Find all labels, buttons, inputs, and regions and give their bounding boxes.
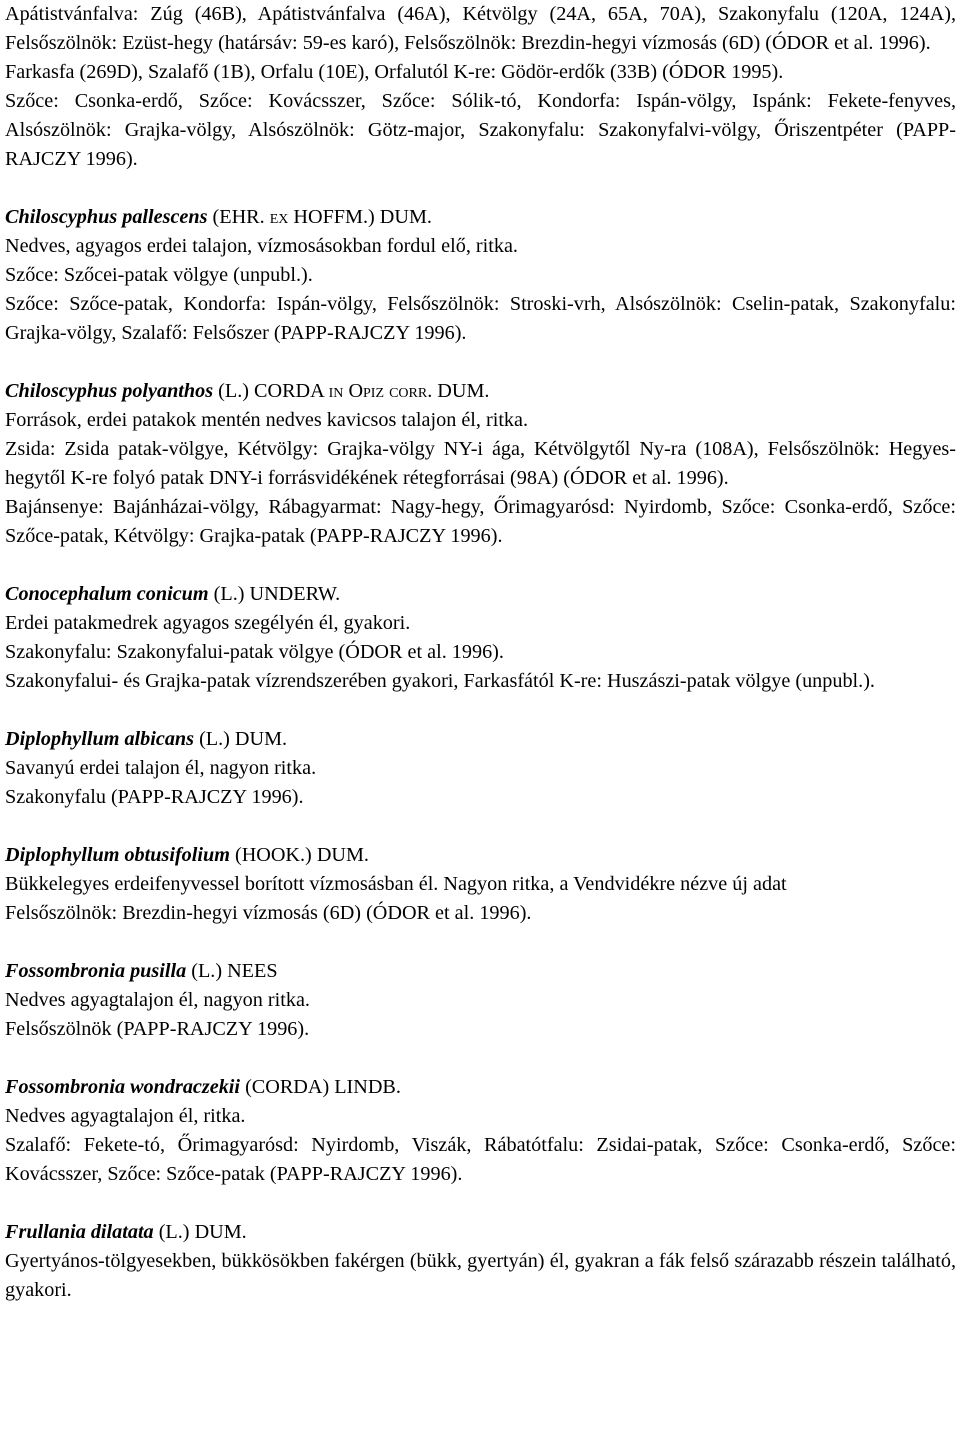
locality-paragraph: Farkasfa (269D), Szalafő (1B), Orfalu (10E), Orfalutól K-re: Gödör-erdők (33B) (ÓDOR 1995). — [5, 61, 784, 83]
species-heading — [5, 1073, 956, 1102]
locality-paragraph: Apátistvánfalva: Zúg (46B), Apátistvánfalva (46A), Kétvölgy (24A, 65A, 70A), Szakonyfalu (120A, 124A), Felsőszölnök: Ezüst-hegy (határsáv: 59-es karó), Felsőszölnök: Brezdin-hegyi vízmosás (6D) (ÓDOR et al. 1996). — [5, 3, 956, 54]
species-name: Diplophyllum albicans — [5, 728, 195, 750]
species-heading — [5, 1218, 956, 1247]
species-text-line: Nedves agyagtalajon él, ritka. — [5, 1105, 246, 1127]
species-heading — [5, 841, 956, 870]
species-text-line: Savanyú erdei talajon él, nagyon ritka. — [5, 757, 317, 779]
species-name: Chiloscyphus pallescens — [5, 206, 208, 228]
species-entry — [5, 377, 956, 551]
species-entry — [5, 1073, 956, 1189]
species-name: Diplophyllum obtusifolium — [5, 844, 230, 866]
species-text-line: Erdei patakmedrek agyagos szegélyén él, gyakori. — [5, 612, 411, 634]
species-text-line: Szalafő: Fekete-tó, Őrimagyarósd: Nyirdomb, Viszák, Rábatótfalu: Zsidai-patak, Szőce: Csonka-erdő, Szőce: Kovácsszer, Szőce: Szőce-patak (PAPP-RAJCZY 1996). — [5, 1134, 956, 1185]
species-authority: (L.) DUM. — [199, 728, 288, 750]
species-heading — [5, 725, 956, 754]
species-entry — [5, 203, 956, 348]
species-text-line: Szakonyfalu (PAPP-RAJCZY 1996). — [5, 786, 304, 808]
species-text-line: Gyertyános-tölgyesekben, bükkösökben fakérgen (bükk, gyertyán) él, gyakran a fák felső szárazabb részein található, gyakori. — [5, 1250, 956, 1301]
species-heading — [5, 203, 956, 232]
species-name: Fossombronia wondraczekii — [5, 1076, 241, 1098]
species-text-line: Szakonyfalui- és Grajka-patak vízrendszerében gyakori, Farkasfától K-re: Huszászi-patak völgye (unpubl.). — [5, 670, 875, 692]
species-authority: (L.) DUM. — [158, 1221, 247, 1243]
species-heading — [5, 957, 956, 986]
species-text-line: Bükkelegyes erdeifenyvessel borított vízmosásban él. Nagyon ritka, a Vendvidékre nézve új adat — [5, 873, 787, 895]
species-text-line: Szakonyfalu: Szakonyfalui-patak völgye (ÓDOR et al. 1996). — [5, 641, 504, 663]
species-text-line: Források, erdei patakok mentén nedves kavicsos talajon él, ritka. — [5, 409, 529, 431]
species-entry — [5, 580, 956, 696]
species-name: Fossombronia pusilla — [5, 960, 187, 982]
species-text-line: Bajánsenye: Bajánházai-völgy, Rábagyarmat: Nagy-hegy, Őrimagyarósd: Nyirdomb, Szőce: Csonka-erdő, Szőce: Szőce-patak, Kétvölgy: Grajka-patak (PAPP-RAJCZY 1996). — [5, 496, 956, 547]
species-text-line: Szőce: Szőce-patak, Kondorfa: Ispán-völgy, Felsőszölnök: Stroski-vrh, Alsószölnök: Cselin-patak, Szakonyfalu: Grajka-völgy, Szalafő: Felsőszer (PAPP-RAJCZY 1996). — [5, 293, 956, 344]
species-authority: (EHR. ex HOFFM.) DUM. — [212, 206, 432, 228]
species-authority: (L.) UNDERW. — [213, 583, 341, 605]
species-heading — [5, 377, 956, 406]
species-text-line: Nedves, agyagos erdei talajon, vízmosásokban fordul elő, ritka. — [5, 235, 518, 257]
species-entry — [5, 725, 956, 812]
intro-block — [5, 0, 956, 174]
locality-paragraph: Szőce: Csonka-erdő, Szőce: Kovácsszer, Szőce: Sólik-tó, Kondorfa: Ispán-völgy, Ispánk: Fekete-fenyves, Alsószölnök: Grajka-völgy, Alsószölnök: Götz-major, Szakonyfalu: Szakonyfalvi-völgy, Őriszentpéter (PAPP-RAJCZY 1996). — [5, 90, 956, 170]
species-authority: (L.) CORDA in Opiz corr. DUM. — [218, 380, 490, 402]
species-entry — [5, 841, 956, 928]
species-text-line: Nedves agyagtalajon él, nagyon ritka. — [5, 989, 310, 1011]
species-name: Frullania dilatata — [5, 1221, 154, 1243]
species-text-line: Szőce: Szőcei-patak völgye (unpubl.). — [5, 264, 313, 286]
species-authority: (CORDA) LINDB. — [245, 1076, 401, 1098]
species-heading — [5, 580, 956, 609]
species-entry — [5, 1218, 956, 1305]
species-authority: (HOOK.) DUM. — [234, 844, 369, 866]
species-authority: (L.) NEES — [191, 960, 278, 982]
species-text-line: Felsőszölnök (PAPP-RAJCZY 1996). — [5, 1018, 310, 1040]
species-name: Chiloscyphus polyanthos — [5, 380, 214, 402]
species-text-line: Felsőszölnök: Brezdin-hegyi vízmosás (6D) (ÓDOR et al. 1996). — [5, 902, 532, 924]
species-name: Conocephalum conicum — [5, 583, 209, 605]
species-text-line: Zsida: Zsida patak-völgye, Kétvölgy: Grajka-völgy NY-i ága, Kétvölgytől Ny-ra (108A), Felsőszölnök: Hegyes-hegytől K-re folyó patak DNY-i forrásvidékének rétegforrásai (98A) (ÓDOR et al. 1996). — [5, 438, 956, 489]
species-entry — [5, 957, 956, 1044]
